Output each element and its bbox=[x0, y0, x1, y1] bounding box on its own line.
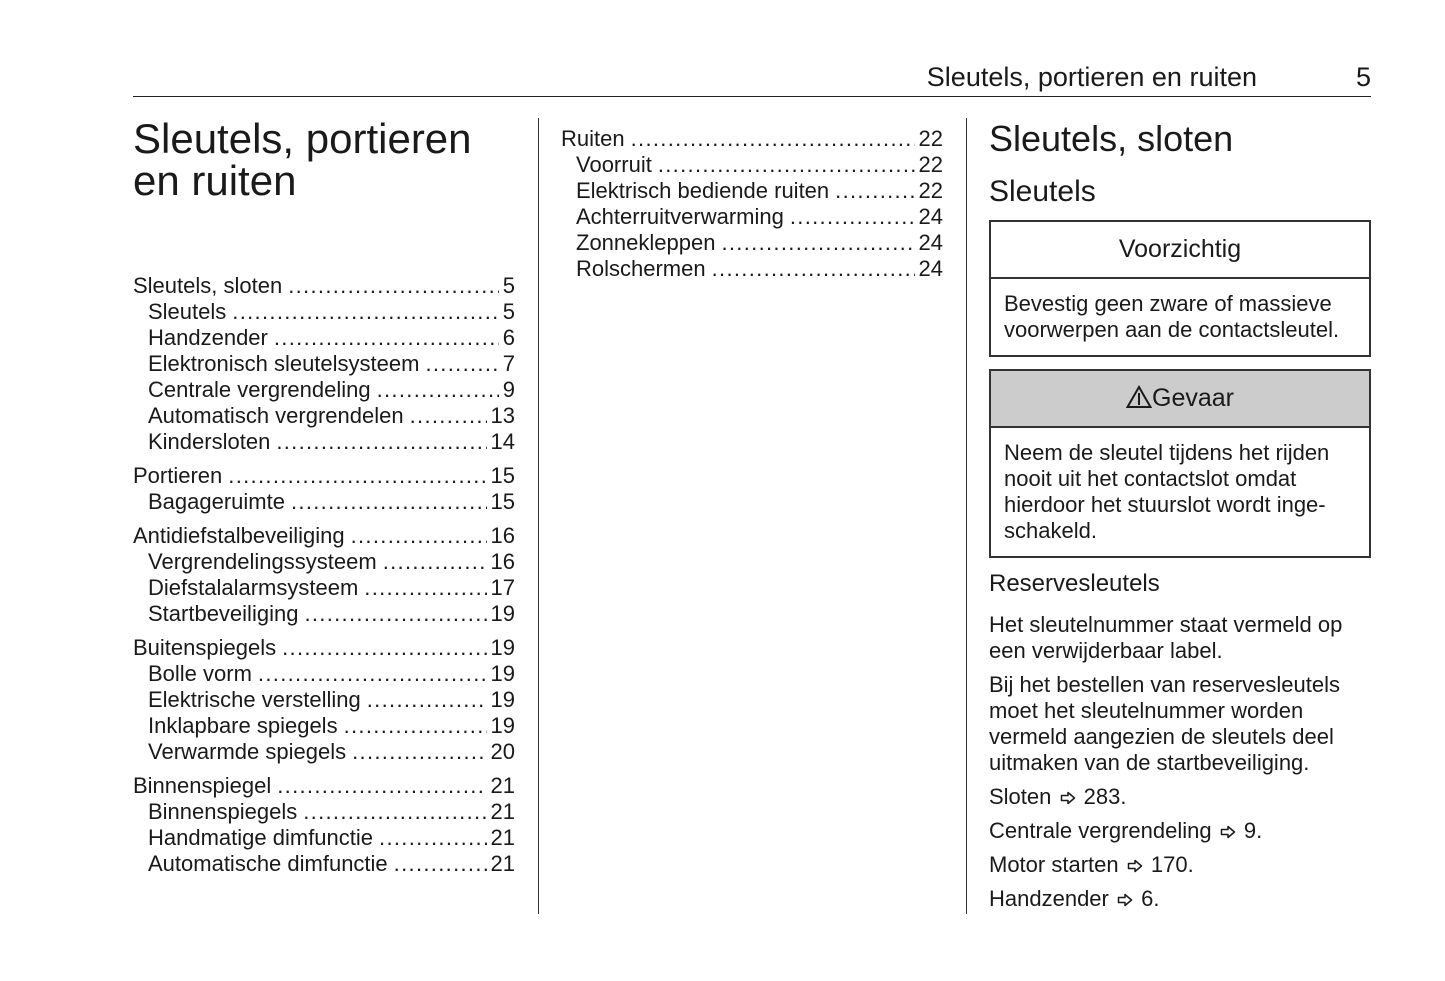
dot-leader bbox=[377, 377, 499, 403]
reserve-keys-heading: Reservesleutels bbox=[989, 570, 1160, 597]
toc-entry-page: 6 bbox=[502, 325, 515, 350]
dot-leader bbox=[790, 204, 915, 230]
dot-leader bbox=[631, 126, 915, 152]
toc-entry-label: Voorruit bbox=[576, 152, 652, 177]
toc-entry[interactable] bbox=[133, 299, 515, 325]
toc-entry[interactable] bbox=[133, 325, 515, 351]
cross-reference[interactable] bbox=[989, 886, 1371, 912]
reference-label: Handzender bbox=[989, 886, 1109, 911]
dot-leader bbox=[276, 429, 486, 455]
toc-entry[interactable] bbox=[133, 463, 515, 489]
toc-entry-page: 5 bbox=[502, 273, 515, 298]
dot-leader bbox=[367, 687, 487, 713]
danger-title: Gevaar bbox=[1152, 384, 1234, 412]
caution-text: Bevestig geen zware of massieve voorwerpen aan de contactsleutel. bbox=[1004, 291, 1340, 342]
dot-leader bbox=[383, 549, 487, 575]
toc-entry[interactable] bbox=[561, 152, 943, 178]
dot-leader bbox=[379, 825, 487, 851]
dot-leader bbox=[364, 575, 486, 601]
dot-leader bbox=[232, 299, 498, 325]
toc-entry-page: 15 bbox=[490, 489, 515, 514]
header-title: Sleutels, portieren en ruiten bbox=[926, 62, 1257, 92]
dot-leader bbox=[351, 523, 487, 549]
column-divider bbox=[966, 118, 967, 914]
dot-leader bbox=[425, 351, 498, 377]
cross-reference[interactable] bbox=[989, 818, 1371, 844]
dot-leader bbox=[228, 463, 486, 489]
cross-reference[interactable] bbox=[989, 784, 1371, 810]
dot-leader bbox=[274, 325, 499, 351]
toc-entry[interactable] bbox=[133, 687, 515, 713]
dot-leader bbox=[352, 739, 486, 765]
toc-entry[interactable] bbox=[133, 351, 515, 377]
toc-entry[interactable] bbox=[133, 825, 515, 851]
toc-entry-label: Diefstalalarmsysteem bbox=[148, 575, 359, 600]
dot-leader bbox=[721, 230, 914, 256]
reference-page: 283. bbox=[1083, 784, 1127, 809]
danger-text: Neem de sleutel tijdens het rijden nooit uit het contactslot omdat hierdoor het stuurslot wordt inge-schakeld. bbox=[1004, 440, 1330, 543]
caution-title: Voorzichtig bbox=[991, 222, 1369, 279]
dot-leader bbox=[712, 256, 915, 282]
toc-entry[interactable] bbox=[561, 204, 943, 230]
dot-leader bbox=[303, 799, 486, 825]
toc-entry-label: Centrale vergrendeling bbox=[148, 377, 371, 402]
toc-entry-page: 22 bbox=[918, 178, 943, 203]
toc-entry-label: Elektrische verstelling bbox=[148, 687, 361, 712]
toc-entry[interactable] bbox=[133, 661, 515, 687]
toc-entry[interactable] bbox=[133, 523, 515, 549]
dot-leader bbox=[344, 713, 487, 739]
toc-entry-label: Elektronisch sleutelsysteem bbox=[148, 351, 420, 376]
toc-entry-label: Bagageruimte bbox=[148, 489, 285, 514]
toc-entry-label: Achterruitverwarming bbox=[576, 204, 784, 229]
toc-entry-label: Zonnekleppen bbox=[576, 230, 716, 255]
column-divider bbox=[538, 118, 539, 914]
reference-page: 170. bbox=[1150, 852, 1194, 877]
page-number: 5 bbox=[1355, 62, 1371, 92]
reference-page: 6. bbox=[1141, 886, 1160, 911]
toc-entry-label: Binnenspiegels bbox=[148, 799, 298, 824]
toc-entry[interactable] bbox=[561, 230, 943, 256]
toc-entry-label: Startbeveiliging bbox=[148, 601, 299, 626]
dot-leader bbox=[258, 661, 487, 687]
toc-entry-page: 19 bbox=[490, 601, 515, 626]
toc-entry[interactable] bbox=[561, 126, 943, 152]
toc-entry-label: Rolschermen bbox=[576, 256, 706, 281]
toc-entry-page: 24 bbox=[918, 230, 943, 255]
toc-entry[interactable] bbox=[561, 178, 943, 204]
running-header bbox=[133, 60, 1371, 97]
dot-leader bbox=[394, 851, 487, 877]
cross-reference[interactable] bbox=[989, 852, 1371, 878]
dot-leader bbox=[282, 635, 486, 661]
toc-entry[interactable] bbox=[133, 403, 515, 429]
toc-entry-page: 5 bbox=[502, 299, 515, 324]
dot-leader bbox=[835, 178, 914, 204]
table-of-contents-left bbox=[133, 273, 515, 877]
toc-entry-page: 21 bbox=[490, 773, 515, 798]
toc-entry-page: 19 bbox=[490, 635, 515, 660]
dot-leader bbox=[304, 601, 486, 627]
toc-entry-label: Handmatige dimfunctie bbox=[148, 825, 374, 850]
chapter-title-line: Sleutels, portieren bbox=[133, 115, 472, 162]
reference-page: 9. bbox=[1243, 818, 1263, 843]
toc-entry-label: Automatisch vergrendelen bbox=[148, 403, 404, 428]
toc-entry-page: 21 bbox=[490, 799, 515, 824]
toc-entry-label: Inklapbare spiegels bbox=[148, 713, 338, 738]
toc-entry-label: Buitenspiegels bbox=[133, 635, 277, 660]
section-heading: Sleutels, sloten bbox=[989, 118, 1234, 159]
toc-entry[interactable] bbox=[133, 429, 515, 455]
page-reference-arrow-icon bbox=[1127, 859, 1143, 873]
dot-leader bbox=[288, 273, 499, 299]
toc-entry-label: Sleutels bbox=[148, 299, 227, 324]
toc-entry[interactable] bbox=[133, 489, 515, 515]
toc-entry[interactable] bbox=[133, 549, 515, 575]
toc-entry[interactable] bbox=[133, 713, 515, 739]
toc-entry[interactable] bbox=[133, 377, 515, 403]
dot-leader bbox=[410, 403, 487, 429]
toc-entry-page: 7 bbox=[502, 351, 515, 376]
toc-entry-label: Vergrendelingssysteem bbox=[148, 549, 377, 574]
toc-entry-label: Automatische dimfunctie bbox=[148, 851, 388, 876]
toc-entry-label: Ruiten bbox=[561, 126, 625, 151]
section-content bbox=[989, 118, 1371, 920]
toc-entry[interactable] bbox=[133, 635, 515, 661]
subsection-heading: Sleutels bbox=[989, 175, 1096, 208]
dot-leader bbox=[658, 152, 915, 178]
toc-entry-label: Handzender bbox=[148, 325, 268, 350]
toc-entry-page: 16 bbox=[490, 549, 515, 574]
toc-entry-label: Antidiefstalbeveiliging bbox=[133, 523, 345, 548]
reference-label: Sloten bbox=[989, 784, 1052, 809]
toc-entry-page: 21 bbox=[490, 825, 515, 850]
caution-box bbox=[989, 220, 1371, 357]
toc-entry-page: 20 bbox=[490, 739, 515, 764]
toc-entry-page: 15 bbox=[490, 463, 515, 488]
toc-entry-page: 22 bbox=[918, 126, 943, 151]
page-reference-arrow-icon bbox=[1060, 791, 1076, 805]
dot-leader bbox=[291, 489, 487, 515]
toc-entry-page: 17 bbox=[490, 575, 515, 600]
toc-entry-label: Bolle vorm bbox=[148, 661, 252, 686]
toc-entry[interactable] bbox=[133, 601, 515, 627]
toc-entry[interactable] bbox=[133, 851, 515, 877]
paragraph: Het sleutelnummer staat vermeld op een verwijderbaar label. bbox=[989, 612, 1343, 663]
toc-entry-page: 21 bbox=[490, 851, 515, 876]
warning-triangle-icon bbox=[1126, 385, 1152, 409]
chapter-title-line: en ruiten bbox=[133, 157, 297, 204]
toc-entry-page: 24 bbox=[918, 204, 943, 229]
toc-entry-label: Kindersloten bbox=[148, 429, 271, 454]
toc-entry-page: 9 bbox=[502, 377, 515, 402]
paragraph: Bij het bestellen van reservesleutels moet het sleutelnummer worden vermeld aangezien de sleutels deel uitmaken van de startbeveiliging. bbox=[989, 672, 1340, 775]
page-reference-arrow-icon bbox=[1220, 825, 1236, 839]
toc-entry-label: Elektrisch bediende ruiten bbox=[576, 178, 830, 203]
danger-box bbox=[989, 369, 1371, 558]
chapter-title bbox=[133, 115, 472, 204]
danger-header bbox=[991, 371, 1369, 428]
toc-entry-page: 22 bbox=[918, 152, 943, 177]
toc-entry[interactable] bbox=[133, 575, 515, 601]
toc-entry[interactable] bbox=[133, 799, 515, 825]
table-of-contents-middle bbox=[561, 126, 943, 282]
reference-label: Centrale vergrendeling bbox=[989, 818, 1212, 843]
toc-entry-page: 24 bbox=[918, 256, 943, 281]
page-reference-arrow-icon bbox=[1117, 893, 1133, 907]
toc-entry[interactable] bbox=[561, 256, 943, 282]
toc-entry-page: 19 bbox=[490, 687, 515, 712]
toc-entry-label: Sleutels, sloten bbox=[133, 273, 283, 298]
toc-entry-page: 16 bbox=[490, 523, 515, 548]
toc-entry-label: Binnenspiegel bbox=[133, 773, 272, 798]
toc-entry-label: Portieren bbox=[133, 463, 223, 488]
toc-entry[interactable] bbox=[133, 273, 515, 299]
toc-entry-page: 19 bbox=[490, 713, 515, 738]
toc-entry-page: 13 bbox=[490, 403, 515, 428]
dot-leader bbox=[277, 773, 486, 799]
toc-entry[interactable] bbox=[133, 773, 515, 799]
reference-label: Motor starten bbox=[989, 852, 1119, 877]
toc-entry-page: 19 bbox=[490, 661, 515, 686]
toc-entry[interactable] bbox=[133, 739, 515, 765]
toc-entry-label: Verwarmde spiegels bbox=[148, 739, 347, 764]
toc-entry-page: 14 bbox=[490, 429, 515, 454]
